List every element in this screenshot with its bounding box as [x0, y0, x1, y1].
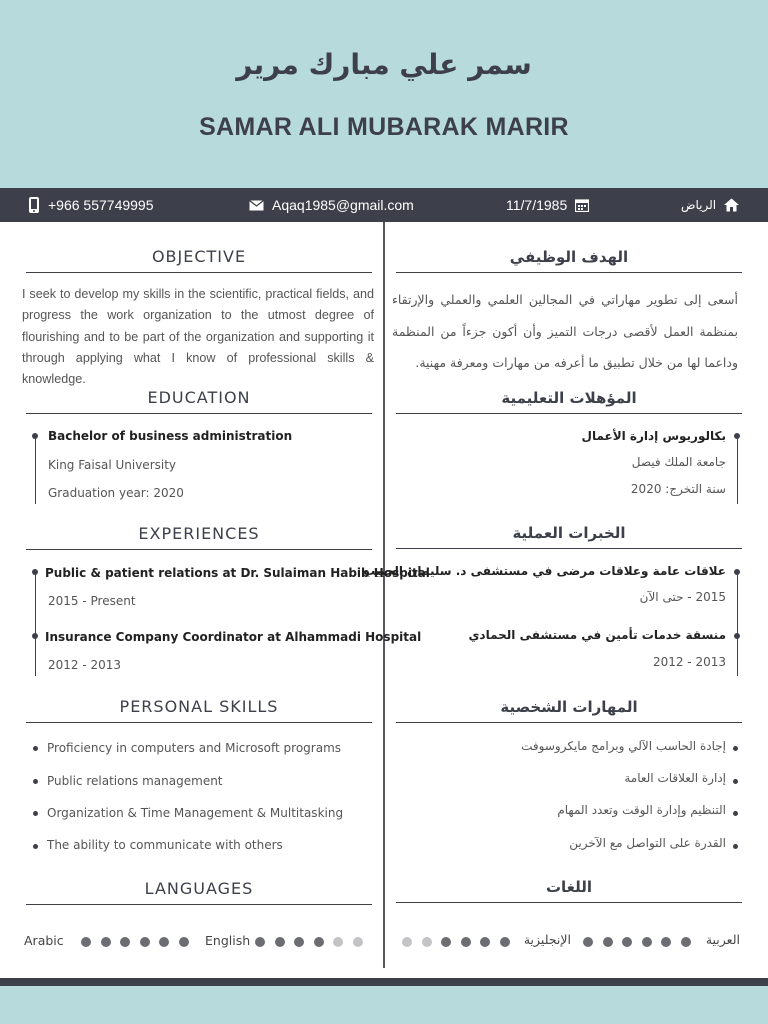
- objective-text: I seek to develop my skills in the scientific, practical fields, and progress the work organization to the utmost degree of flourishing and to be part of the organization and supporting it through applying what I know of professional skills & knowledge.: [22, 287, 374, 387]
- bullet: [733, 844, 738, 849]
- proficiency-dot: [622, 937, 632, 947]
- experience-period: 2015 - Present: [48, 594, 136, 608]
- languages-heading-ar: اللغات: [396, 873, 742, 903]
- education-timeline-ar: [737, 434, 738, 504]
- city-contact: [681, 188, 739, 222]
- experience-title: Insurance Company Coordinator at Alhammadi Hospital: [45, 630, 422, 644]
- proficiency-dot: [81, 937, 91, 947]
- bullet: [33, 844, 38, 849]
- experience-title-ar: منسقة خدمات تأمين في مستشفى الحمادي: [468, 628, 726, 642]
- graduation: [48, 486, 184, 500]
- phone-icon: [28, 196, 40, 214]
- degree-ar: بكالوريوس إدارة الأعمال: [581, 429, 726, 443]
- column-divider: [383, 222, 385, 968]
- bullet: [733, 811, 738, 816]
- graduation-label: Graduation year:: [48, 486, 150, 500]
- proficiency-dot: [642, 937, 652, 947]
- language-name: Arabic: [24, 933, 64, 948]
- skill-item-ar: إجادة الحاسب الآلي وبرامج مايكروسوفت: [521, 739, 726, 753]
- experiences-timeline: [35, 570, 36, 676]
- skill-item-ar: القدرة على التواصل مع الآخرين: [569, 836, 726, 850]
- language-name: English: [205, 933, 251, 948]
- proficiency-dot: [681, 937, 691, 947]
- skill-item: The ability to communicate with others: [47, 838, 283, 852]
- home-icon: [724, 198, 739, 212]
- proficiency-dot: [353, 937, 363, 947]
- university: King Faisal University: [48, 458, 177, 472]
- proficiency-dot: [255, 937, 265, 947]
- experience-period: 2012 - 2013: [48, 658, 122, 672]
- birthdate-contact: [506, 188, 589, 222]
- education-heading-ar: المؤهلات التعليمية: [396, 384, 742, 414]
- timeline-dot: [734, 569, 740, 575]
- timeline-dot: [32, 633, 38, 639]
- name-english: SAMAR ALI MUBARAK MARIR: [199, 113, 569, 141]
- experiences-heading-ar: الخبرات العملية: [396, 519, 742, 549]
- timeline-dot: [734, 633, 740, 639]
- timeline-dot: [32, 569, 38, 575]
- proficiency-dot: [333, 937, 343, 947]
- phone-number: +966 557749995: [48, 197, 154, 213]
- calendar-icon: [575, 198, 589, 212]
- skills-heading: PERSONAL SKILLS: [26, 693, 372, 723]
- objective-heading-ar: الهدف الوظيفي: [396, 243, 742, 273]
- language-name-ar: الإنجليزية: [523, 932, 571, 947]
- skill-item-ar: إدارة العلاقات العامة: [624, 771, 726, 785]
- header-banner: [0, 0, 768, 188]
- education-timeline: [35, 434, 36, 504]
- proficiency-dot: [314, 937, 324, 947]
- bullet: [33, 811, 38, 816]
- footer-bar: [0, 978, 768, 986]
- degree: Bachelor of business administration: [48, 429, 293, 443]
- language-name-ar: العربية: [705, 932, 740, 947]
- timeline-dot: [734, 433, 740, 439]
- proficiency-dot: [500, 937, 510, 947]
- proficiency-dot: [101, 937, 111, 947]
- timeline-dot: [32, 433, 38, 439]
- birth-date: 11/7/1985: [506, 197, 568, 213]
- university-ar: جامعة الملك فيصل: [631, 455, 726, 469]
- proficiency-dot: [159, 937, 169, 947]
- proficiency-dot: [461, 937, 471, 947]
- proficiency-dot: [441, 937, 451, 947]
- skills-heading-ar: المهارات الشخصية: [396, 693, 742, 723]
- proficiency-dot: [294, 937, 304, 947]
- skill-item: Organization & Time Management & Multitasking: [47, 806, 344, 820]
- experiences-heading: EXPERIENCES: [26, 520, 372, 550]
- proficiency-dot: [603, 937, 613, 947]
- graduation-year: 2020: [153, 486, 184, 500]
- experience-period-ar: 2015 - حتى الآن: [639, 590, 726, 604]
- experience-period-ar: 2013 - 2012: [652, 655, 726, 669]
- proficiency-dot: [179, 937, 189, 947]
- skill-item-ar: التنظيم وإدارة الوقت وتعدد المهام: [557, 803, 726, 817]
- proficiency-dot: [661, 937, 671, 947]
- graduation-ar: [631, 482, 726, 496]
- bullet: [733, 746, 738, 751]
- proficiency-dot: [422, 937, 432, 947]
- proficiency-dot: [140, 937, 150, 947]
- proficiency-dot: [402, 937, 412, 947]
- graduation-year-ar: 2020: [630, 482, 662, 496]
- experiences-timeline-ar: [737, 570, 738, 676]
- city: الرياض: [681, 198, 717, 212]
- contact-bar: [0, 188, 768, 222]
- objective-text-ar: أسعى إلى تطوير مهاراتي في المجالين العلمي والعملي والإرتقاء بمنظمة العمل لأقصى درجات التميز وأن أكون جزءاً من المنظمة وداعما لها من خلال تطبيق ما أعرفه من مهارات ومعرفة مهنية.: [392, 292, 738, 370]
- graduation-label-ar: سنة التخرج:: [665, 482, 726, 496]
- skill-item: Public relations management: [47, 774, 223, 788]
- name-arabic: سمر علي مبارك مرير: [236, 48, 532, 81]
- bullet: [33, 779, 38, 784]
- proficiency-dot: [480, 937, 490, 947]
- objective-heading: OBJECTIVE: [26, 243, 372, 273]
- experience-title: Public & patient relations at Dr. Sulaiman Habib Hospital: [45, 566, 430, 580]
- proficiency-dot: [583, 937, 593, 947]
- phone-contact: [28, 188, 154, 222]
- envelope-icon: [249, 200, 264, 211]
- bullet: [33, 746, 38, 751]
- languages-heading: LANGUAGES: [26, 875, 372, 905]
- email-address[interactable]: Aqaq1985@gmail.com: [272, 197, 414, 213]
- skill-item: Proficiency in computers and Microsoft programs: [47, 741, 342, 755]
- footer-banner: [0, 986, 768, 1024]
- bullet: [733, 779, 738, 784]
- proficiency-dot: [275, 937, 285, 947]
- experience-title-ar: علاقات عامة وعلاقات مرضى في مستشفى د. سليمان الحبيب: [363, 564, 726, 578]
- education-heading: EDUCATION: [26, 384, 372, 414]
- proficiency-dot: [120, 937, 130, 947]
- email-contact: [249, 188, 414, 222]
